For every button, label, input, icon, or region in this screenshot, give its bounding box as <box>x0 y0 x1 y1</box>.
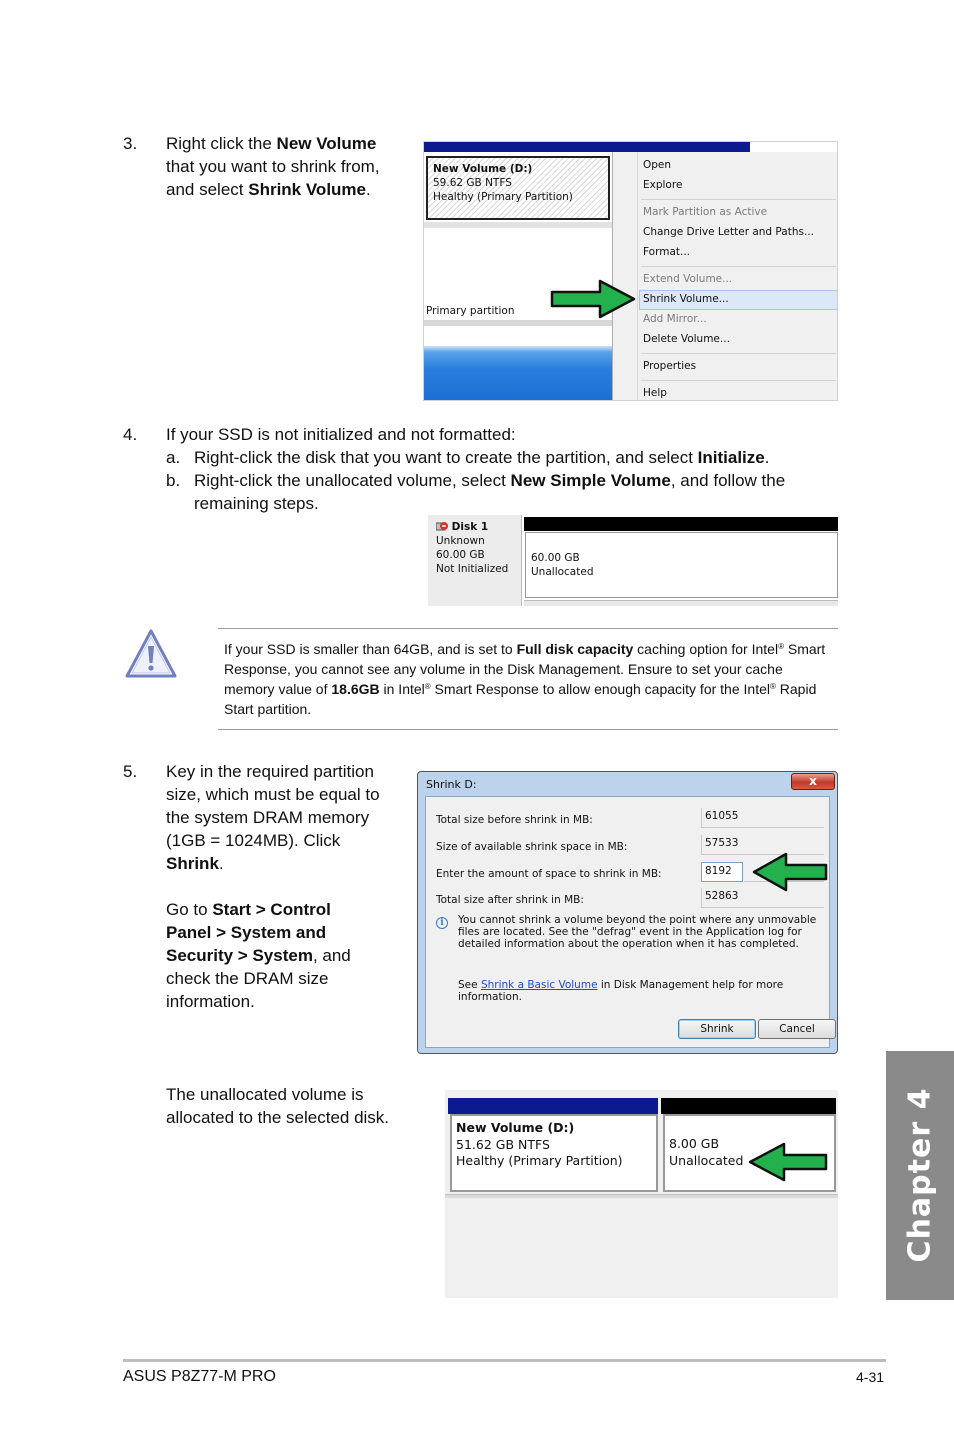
menu-item-help[interactable]: Help <box>643 387 667 399</box>
green-arrow-icon <box>748 1142 828 1182</box>
total-before-value: 61055 <box>701 808 824 828</box>
disk-error-icon <box>436 521 448 531</box>
step4-a-letter: a. <box>166 448 181 467</box>
disk-1-header[interactable] <box>428 515 522 606</box>
menu-item-format[interactable]: Format... <box>643 246 691 258</box>
step3-bold-new-volume: New Volume <box>276 134 377 153</box>
disk-status: Not Initialized <box>436 563 509 575</box>
shrink-dialog <box>417 771 838 1054</box>
disk-size: 60.00 GB <box>436 549 485 561</box>
unallocated-size: 60.00 GB <box>531 552 580 564</box>
menu-item-open[interactable]: Open <box>643 159 672 171</box>
footer-product: ASUS P8Z77-M PRO <box>123 1368 276 1385</box>
unallocated-label: Unallocated <box>669 1152 744 1168</box>
cancel-button[interactable]: Cancel <box>758 1019 836 1039</box>
menu-separator <box>641 353 836 354</box>
menu-item-add-mirror[interactable]: Add Mirror... <box>643 313 707 325</box>
help-reference: See Shrink a Basic Volume in Disk Management help for more information. <box>458 979 784 1003</box>
note-bottom-rule <box>218 729 838 730</box>
green-arrow-icon <box>550 279 636 319</box>
caution-icon <box>124 628 178 680</box>
menu-item-shrink-volume[interactable]: Shrink Volume... <box>643 293 729 305</box>
total-before-label: Total size before shrink in MB: <box>436 814 593 826</box>
total-after-value: 52863 <box>701 888 824 908</box>
shrink-amount-label: Enter the amount of space to shrink in MB: <box>436 868 662 880</box>
volume-header-bar <box>448 1098 658 1114</box>
disk-name: Disk 1 <box>451 521 489 533</box>
note-text: If your SSD is smaller than 64GB, and is set to Full disk capacity caching option for Intel® Smart Response, you cannot see any volume in the Disk Management. Ensure to set your cache memory value of 18.6GB in Intel® Smart Response to allow enough capacity for the Intel® Rapid Start partition. <box>224 641 826 717</box>
volume-name: New Volume (D:) <box>456 1120 575 1135</box>
info-icon: i <box>436 917 448 929</box>
menu-separator <box>641 380 836 381</box>
volume-name: New Volume (D:) <box>433 163 533 175</box>
chapter-label: Chapter 4 <box>902 1087 938 1263</box>
horizontal-scrollbar[interactable] <box>524 600 838 606</box>
volume-size: 51.62 GB NTFS <box>456 1136 550 1152</box>
menu-item-extend-volume[interactable]: Extend Volume... <box>643 273 733 285</box>
volume-status: Healthy (Primary Partition) <box>433 191 573 203</box>
primary-partition-legend: Primary partition <box>426 305 515 317</box>
menu-item-mark-active[interactable]: Mark Partition as Active <box>643 206 768 218</box>
menu-item-delete-volume[interactable]: Delete Volume... <box>643 333 730 345</box>
step4-a-text: Right-click the disk that you want to create the partition, and select Initialize. <box>194 448 770 467</box>
volume-status: Healthy (Primary Partition) <box>456 1153 623 1168</box>
uninitialized-disk-screenshot <box>428 515 838 606</box>
footer-page-number: 4-31 <box>856 1369 885 1385</box>
menu-item-explore[interactable]: Explore <box>643 179 683 191</box>
step4-intro: If your SSD is not initialized and not formatted: <box>166 425 516 444</box>
context-menu <box>612 152 838 401</box>
menu-item-change-drive-letter[interactable]: Change Drive Letter and Paths... <box>643 226 814 238</box>
step3-number: 3. <box>123 134 138 153</box>
volume-block-d[interactable] <box>450 1114 658 1192</box>
step4-number: 4. <box>123 425 138 444</box>
step4-bold-new-simple-volume: New Simple Volume <box>510 471 671 490</box>
dialog-title: Shrink D: <box>426 778 477 791</box>
menu-item-properties[interactable]: Properties <box>643 360 697 372</box>
green-arrow-icon <box>752 852 828 892</box>
menu-separator <box>641 266 836 267</box>
dialog-body <box>425 796 830 1048</box>
close-button[interactable]: x <box>791 773 835 790</box>
chapter-tab <box>886 1051 954 1300</box>
disk-management-context-menu-screenshot <box>423 141 838 401</box>
volume-size: 59.62 GB NTFS <box>433 177 512 189</box>
step5-bold-shrink: Shrink <box>166 854 219 873</box>
step4-b-letter: b. <box>166 471 181 490</box>
unallocated-label: Unallocated <box>531 566 594 578</box>
unallocated-region[interactable] <box>525 532 838 598</box>
shrink-basic-volume-link[interactable]: Shrink a Basic Volume <box>480 979 598 991</box>
volume-header-bar <box>424 142 750 152</box>
menu-separator <box>641 199 836 200</box>
step3-text: Right click the New Volume that you want to shrink from, and select Shrink Volume. <box>166 134 380 199</box>
step4-b-text: Right-click the unallocated volume, select New Simple Volume, and follow the remaining steps. <box>194 471 786 513</box>
volume-block-d[interactable] <box>426 156 610 220</box>
unallocated-size: 8.00 GB <box>669 1136 720 1151</box>
step3-bold-shrink-volume: Shrink Volume <box>248 180 366 199</box>
total-after-label: Total size after shrink in MB: <box>436 894 584 906</box>
disk-type: Unknown <box>436 535 485 547</box>
step5-text: Key in the required partition size, which must be equal to the system DRAM memory (1GB = 1024MB). Click Shrink. Go to Start > Control Panel > System and Security > System, and check the DRAM size information. <box>166 762 380 1011</box>
note-top-rule <box>218 628 838 629</box>
footer-rule <box>123 1359 886 1362</box>
step5-number: 5. <box>123 762 138 781</box>
available-space-label: Size of available shrink space in MB: <box>436 841 628 853</box>
available-space-value: 57533 <box>701 835 824 855</box>
info-text: You cannot shrink a volume beyond the point where any unmovable files are located. See the "defrag" event in the Application log for detailed information about the operation when it has completed. <box>458 914 817 950</box>
shrink-amount-input[interactable]: 8192 <box>701 862 743 882</box>
unallocated-header-bar <box>524 517 838 531</box>
step4-bold-initialize: Initialize <box>697 448 765 467</box>
result-text: The unallocated volume is allocated to the selected disk. <box>166 1085 390 1127</box>
result-disk-screenshot <box>445 1090 838 1298</box>
unallocated-header-bar <box>661 1098 836 1114</box>
shrink-button[interactable]: Shrink <box>678 1019 756 1039</box>
primary-partition-color-bar <box>424 346 612 401</box>
